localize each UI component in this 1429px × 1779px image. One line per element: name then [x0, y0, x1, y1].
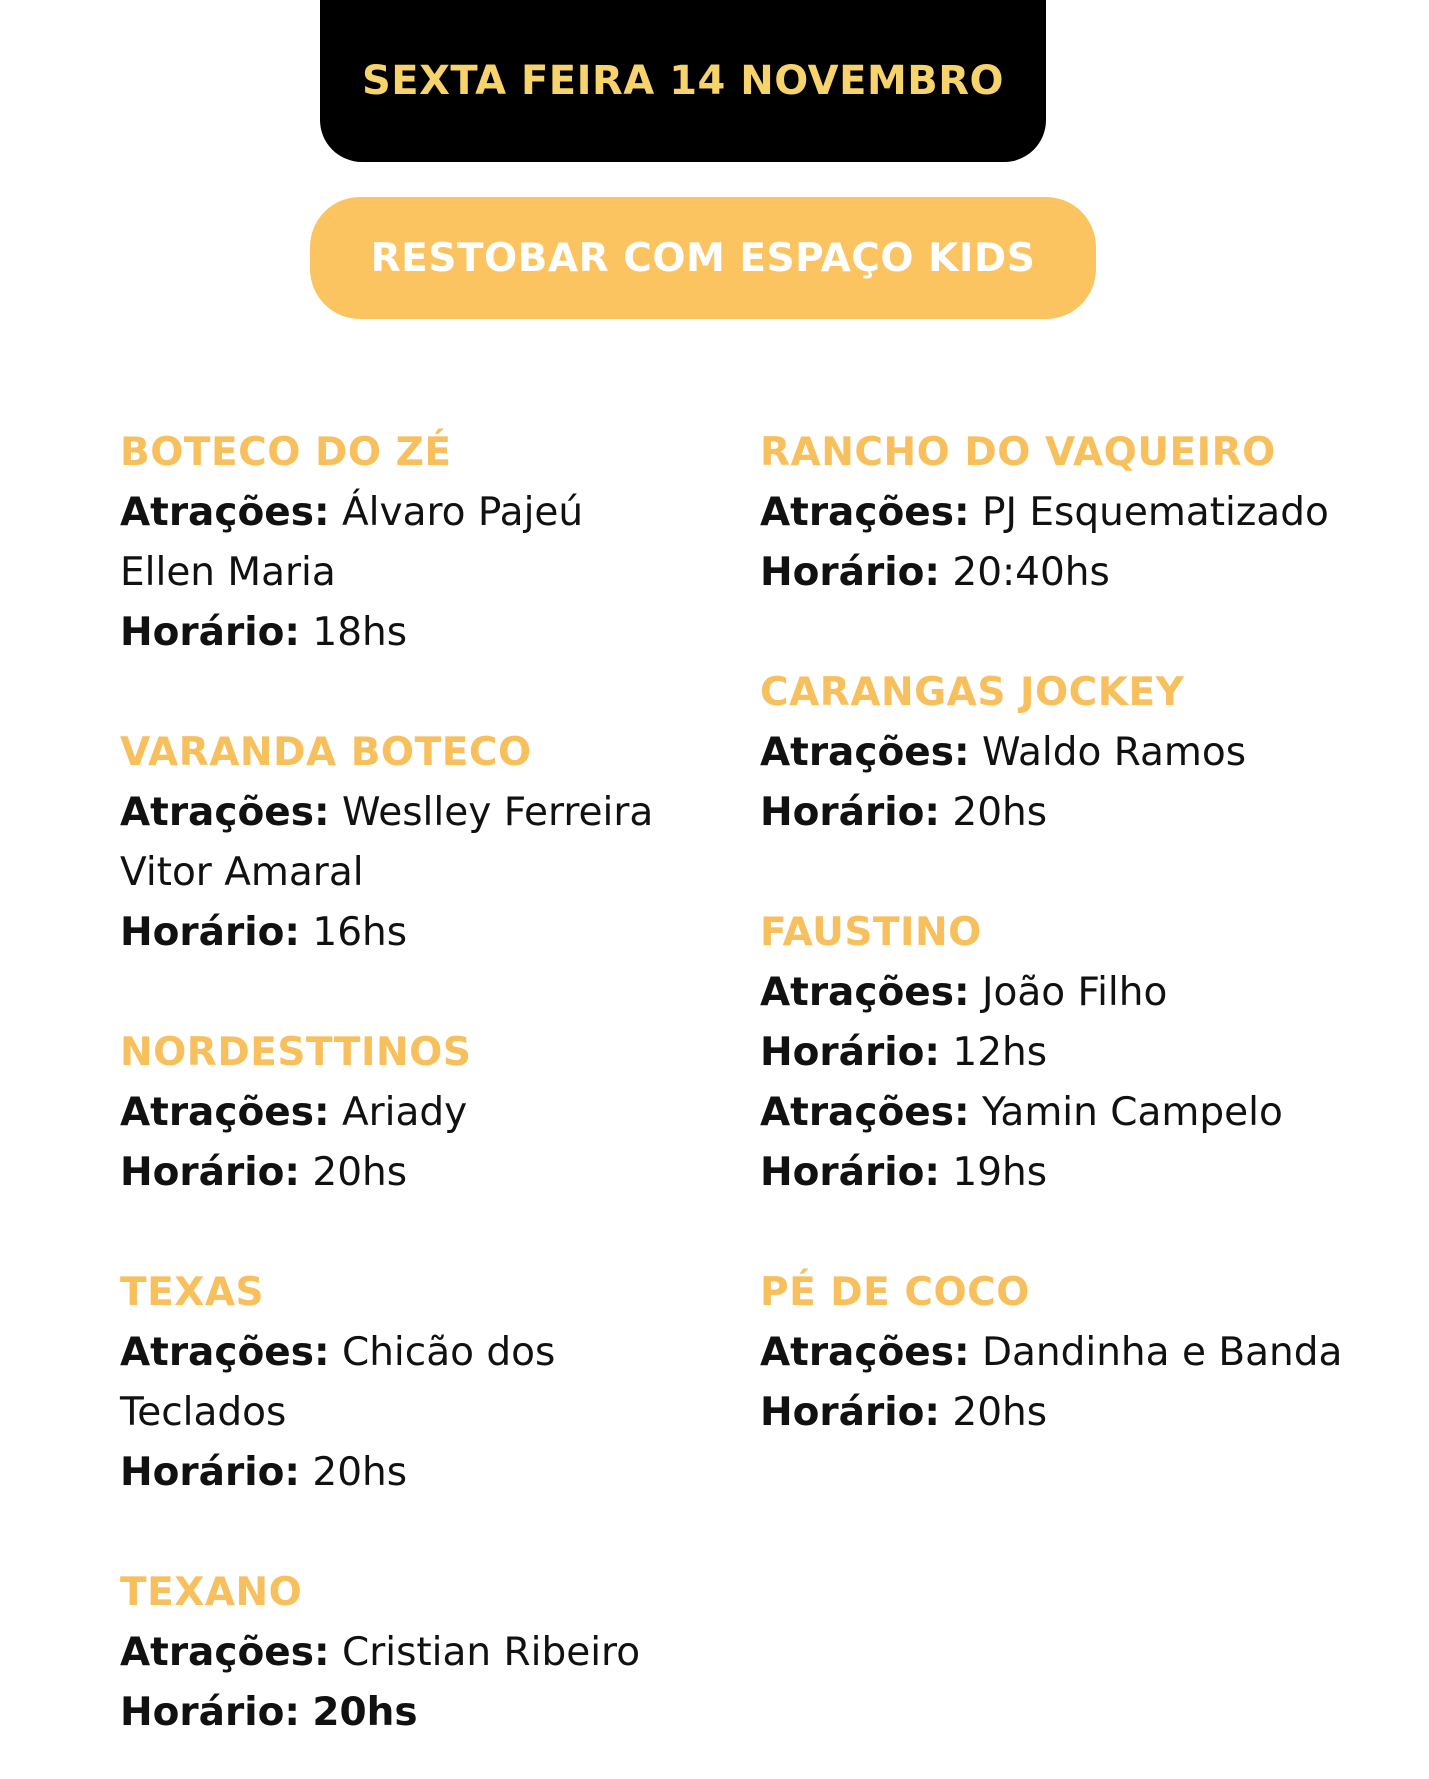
venue-boteco-do-ze — [120, 423, 740, 663]
schedule-line — [120, 903, 740, 963]
venue-name: RANCHO DO VAQUEIRO — [760, 430, 1276, 475]
left-venue-column — [120, 423, 740, 1743]
venue-varanda-boteco — [120, 723, 740, 963]
schedule-line — [120, 603, 740, 663]
venue-texano — [120, 1563, 740, 1743]
attractions-label: Atrações: — [760, 1330, 970, 1375]
attractions-label: Atrações: — [120, 1330, 330, 1375]
attractions-value: Yamin Campelo — [981, 1090, 1283, 1135]
attractions-line — [760, 483, 1400, 543]
venue-carangas-jockey — [760, 663, 1400, 843]
schedule-label: Horário: — [120, 610, 300, 655]
schedule-label: Horário: — [120, 1150, 300, 1195]
schedule-line-second — [760, 1143, 1400, 1203]
category-pill — [310, 197, 1096, 319]
schedule-line — [760, 783, 1400, 843]
attractions-value: Dandinha e Banda — [981, 1330, 1343, 1375]
right-venue-column — [760, 423, 1400, 1443]
attractions-line — [760, 1323, 1400, 1383]
attractions-continued: Ellen Maria — [120, 550, 336, 595]
attractions-line — [760, 723, 1400, 783]
schedule-value: 20:40hs — [952, 550, 1110, 595]
attractions-value: Weslley Ferreira — [341, 790, 654, 835]
attractions-continued: Vitor Amaral — [120, 850, 364, 895]
venue-name: TEXANO — [120, 1570, 303, 1615]
attractions-label: Atrações: — [760, 730, 970, 775]
attractions-line — [120, 1083, 740, 1143]
date-banner — [320, 0, 1046, 162]
schedule-label: Horário: — [760, 550, 940, 595]
attractions-value: Chicão dos — [341, 1330, 556, 1375]
attractions-line — [760, 963, 1400, 1023]
venue-name: VARANDA BOTECO — [120, 730, 532, 775]
attractions-label: Atrações: — [760, 970, 970, 1015]
schedule-line — [120, 1443, 740, 1503]
schedule-label: Horário: — [760, 1390, 940, 1435]
attractions-line — [120, 483, 740, 543]
attractions-label: Atrações: — [120, 790, 330, 835]
schedule-value: 20hs — [952, 1390, 1048, 1435]
schedule-value: 16hs — [312, 910, 408, 955]
attractions-line — [120, 1323, 740, 1383]
schedule-value: 20hs — [952, 790, 1048, 835]
venue-pe-de-coco — [760, 1263, 1400, 1443]
venue-name: TEXAS — [120, 1270, 265, 1315]
venue-name: NORDESTTINOS — [120, 1030, 472, 1075]
attractions-label: Atrações: — [120, 1630, 330, 1675]
attractions-value: Ariady — [341, 1090, 468, 1135]
attractions-line-second — [760, 1083, 1400, 1143]
venue-nordesttinos — [120, 1023, 740, 1203]
schedule-label: Horário: — [120, 910, 300, 955]
schedule-value: 20hs — [312, 1450, 408, 1495]
venue-texas — [120, 1263, 740, 1503]
schedule-value: 18hs — [312, 610, 408, 655]
attractions-label: Atrações: — [760, 490, 970, 535]
venue-name: BOTECO DO ZÉ — [120, 430, 452, 475]
schedule-value: 20hs — [312, 1690, 418, 1735]
attractions-value: Álvaro Pajeú — [341, 490, 584, 535]
category-title: RESTOBAR COM ESPAÇO KIDS — [370, 235, 1036, 281]
schedule-line — [760, 1023, 1400, 1083]
schedule-label: Horário: — [760, 1150, 940, 1195]
attractions-line — [120, 783, 740, 843]
schedule-value: 12hs — [952, 1030, 1048, 1075]
venue-name: CARANGAS JOCKEY — [760, 670, 1185, 715]
schedule-line — [120, 1143, 740, 1203]
attractions-value: PJ Esquematizado — [981, 490, 1329, 535]
venue-rancho-do-vaqueiro — [760, 423, 1400, 603]
attractions-label: Atrações: — [120, 1090, 330, 1135]
schedule-line — [120, 1683, 740, 1743]
schedule-value: 20hs — [312, 1150, 408, 1195]
schedule-line — [760, 1383, 1400, 1443]
attractions-label: Atrações: — [120, 490, 330, 535]
schedule-label: Horário: — [120, 1450, 300, 1495]
attractions-continued: Teclados — [120, 1390, 287, 1435]
schedule-label: Horário: — [760, 1030, 940, 1075]
schedule-label: Horário: — [120, 1690, 300, 1735]
attractions-line — [120, 1623, 740, 1683]
attractions-value: Cristian Ribeiro — [341, 1630, 641, 1675]
schedule-line — [760, 543, 1400, 603]
venue-name: FAUSTINO — [760, 910, 982, 955]
attractions-value: João Filho — [981, 970, 1168, 1015]
venue-faustino — [760, 903, 1400, 1203]
schedule-label: Horário: — [760, 790, 940, 835]
venue-name: PÉ DE COCO — [760, 1270, 1030, 1315]
attractions-label: Atrações: — [760, 1090, 970, 1135]
event-date: SEXTA FEIRA 14 NOVEMBRO — [361, 58, 1005, 104]
attractions-value: Waldo Ramos — [981, 730, 1247, 775]
schedule-value: 19hs — [952, 1150, 1048, 1195]
